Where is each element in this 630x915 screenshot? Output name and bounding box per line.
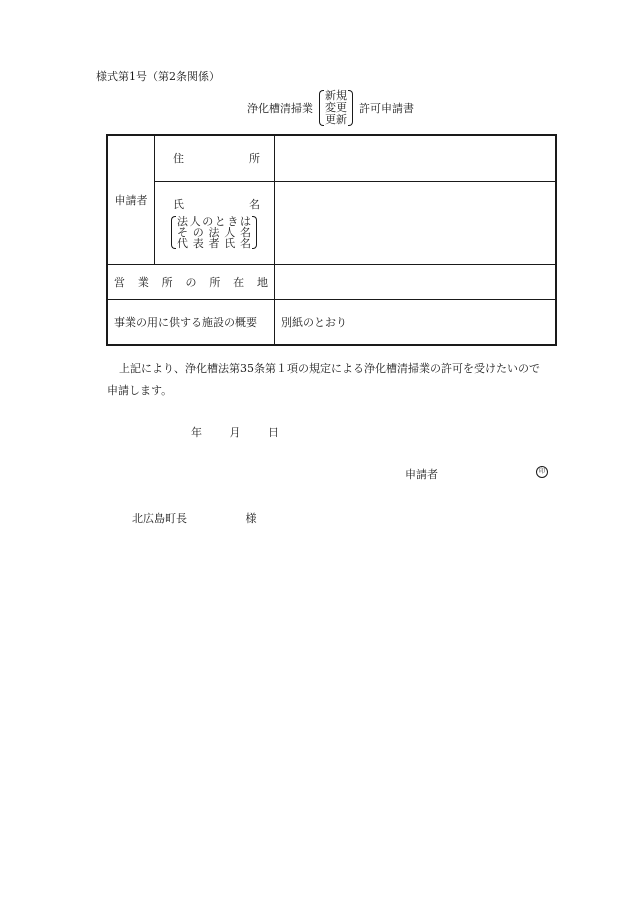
note-line-2: そ の 法 人 名	[177, 226, 251, 239]
facilities-label-cell	[107, 299, 275, 345]
statement-line-1: 上記により、浄化槽法第35条第１項の規定による浄化槽清掃業の許可を受けたいので	[119, 362, 540, 375]
title-prefix: 浄化槽清掃業	[247, 102, 313, 115]
option-change: 変更	[325, 101, 347, 114]
business-location-field[interactable]	[275, 264, 557, 299]
option-new: 新規	[325, 89, 347, 102]
address-field[interactable]	[275, 135, 557, 181]
address-label-char-1: 住	[173, 152, 184, 166]
loc-char-5: 所	[209, 275, 221, 289]
addressee-name: 北広島町長	[132, 512, 187, 525]
application-table	[106, 134, 557, 346]
loc-char-3: 所	[161, 275, 173, 289]
loc-char-7: 地	[256, 275, 268, 289]
title-options	[324, 90, 348, 126]
name-label-char-1: 氏	[173, 198, 184, 211]
corporate-note	[171, 216, 260, 249]
title-options-brace	[319, 90, 353, 126]
address-label-cell	[155, 135, 275, 181]
loc-char-6: 在	[233, 275, 245, 289]
loc-char-1: 営	[114, 275, 125, 289]
applicant-signature-label: 申請者	[405, 468, 438, 481]
date-year: 年	[191, 426, 202, 439]
applicant-label: 申請者	[114, 193, 148, 207]
date-day: 日	[268, 426, 279, 439]
statement-line-2: 申請します。	[107, 384, 173, 397]
name-field[interactable]	[275, 181, 557, 264]
loc-char-2: 業	[137, 275, 149, 289]
addressee	[132, 510, 257, 526]
title-suffix: 許可申請書	[359, 102, 414, 115]
address-label-char-2: 所	[249, 152, 260, 166]
note-line-1: 法 人 の と き は	[177, 215, 251, 228]
addressee-honorific: 様	[245, 512, 257, 525]
business-location-label-cell	[107, 264, 275, 299]
applicant-label-cell	[107, 135, 155, 264]
document-title	[247, 90, 414, 126]
facilities-field[interactable]: 別紙のとおり	[275, 299, 557, 345]
date-month: 月	[229, 426, 241, 439]
facilities-label: 事業の用に供する施設の概要	[114, 315, 257, 329]
option-renew: 更新	[325, 113, 347, 126]
form-number: 様式第1号（第2条関係）	[96, 70, 220, 83]
note-right-brace	[252, 216, 257, 249]
seal-mark: 印	[536, 466, 548, 478]
loc-char-4: の	[185, 275, 197, 289]
date-row	[191, 424, 279, 440]
name-label-cell	[155, 181, 275, 264]
note-line-3: 代 表 者 氏 名	[177, 237, 251, 250]
statement	[107, 358, 577, 402]
right-brace	[348, 90, 353, 126]
name-label-char-2: 名	[249, 198, 260, 211]
